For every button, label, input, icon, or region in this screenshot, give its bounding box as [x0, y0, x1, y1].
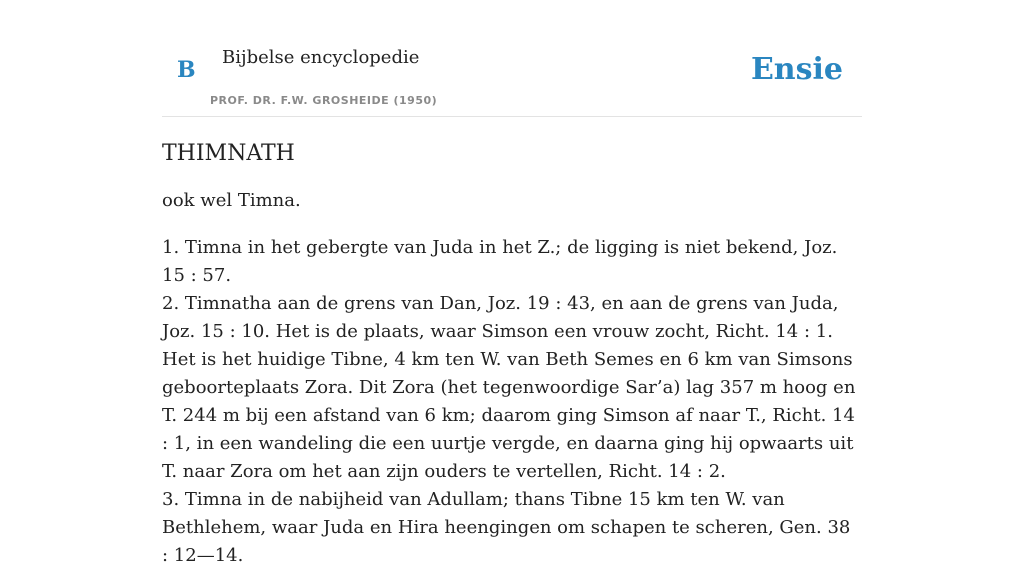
article-body [162, 234, 862, 570]
article-headword: THIMNATH [162, 141, 295, 166]
site-header [162, 0, 862, 117]
article-entry-1: 1. Timna in het gebergte van Juda in het Z.; de ligging is niet bekend, Joz. 15 : 57. [162, 237, 838, 286]
book-author: PROF. DR. F.W. GROSHEIDE (1950) [210, 94, 438, 107]
ensie-logo-link[interactable]: Ensie [750, 52, 843, 87]
article-entry-3: 3. Timna in de nabijheid van Adullam; thans Tibne 15 km ten W. van Bethlehem, waar Juda en Hira heengingen om schapen te scheren, Gen. 38 : 12—14. [162, 489, 851, 566]
book-title-link[interactable]: Bijbelse encyclopedie [222, 47, 420, 68]
article [162, 136, 862, 570]
article-entry-2: 2. Timnatha aan de grens van Dan, Joz. 19 : 43, en aan de grens van Juda, Joz. 15 : 10. Het is de plaats, waar Simson een vrouw zocht, Richt. 14 : 1. Het is het huidige Tibne, 4 km ten W. van Beth Semes en 6 km van Simsons geboorteplaats Zora. Dit Zora (het tegenwoordige Sar’a) lag 357 m hoog en T. 244 m bij een afstand van 6 km; daarom ging Simson af naar T., Richt. 14 : 1, in een wandeling die een uurtje vergde, en daarna ging hij opwaarts uit T. naar Zora om het aan zijn ouders te vertellen, Richt. 14 : 2. [162, 293, 856, 482]
article-intro: ook wel Timna. [162, 190, 301, 211]
book-logo-link[interactable]: B [177, 57, 196, 83]
